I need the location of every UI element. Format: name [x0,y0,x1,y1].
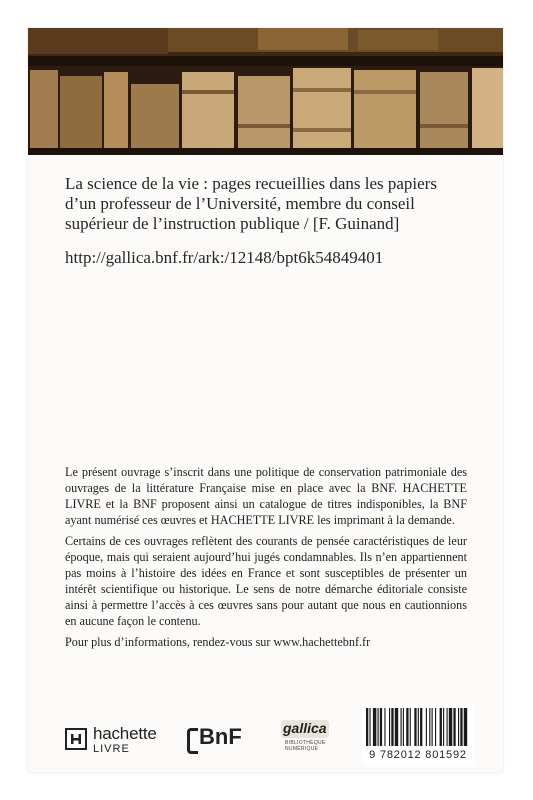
barcode-bars [362,704,474,748]
bookshelf-photo [28,28,503,155]
barcode-bar [414,708,416,746]
bnf-bracket-icon [187,728,198,754]
barcode-bar [418,708,419,746]
hachette-name: hachette [93,724,157,743]
gallica-sub-line-2: NUMÉRIQUE [285,746,319,752]
barcode-bar [366,708,368,746]
barcode-bar [435,708,436,746]
barcode-bar [460,708,462,746]
barcode-bar [420,708,422,746]
gallica-sub-line-1: BIBLIOTHÈQUE [285,740,326,746]
barcode-digits: 9 782012 801592 [369,749,467,761]
barcode-bar [443,708,444,746]
gallica-url: http://gallica.bnf.fr/ark:/12148/bpt6k54849401 [65,248,384,267]
cover-page [28,28,503,772]
barcode-bar [384,708,385,746]
barcode-bar [406,708,408,746]
isbn-barcode [362,704,474,764]
hachette-livre-logo [65,724,170,760]
barcode-bar [426,708,427,746]
barcode-bar [389,708,390,746]
hachette-h-mark-icon [65,728,87,750]
hachette-sub: LIVRE [93,743,130,755]
barcode-bar [440,708,442,746]
barcode-bar [369,708,370,746]
publisher-note [65,464,467,655]
gallica-subtitle [285,740,326,752]
publisher-note-paragraph-1: Le présent ouvrage s’inscrit dans une politique de conservation patrimoniale des ouvrages de la littérature Française mise en place avec la BNF. HACHETTE LIVRE et la BNF proposent ainsi un catalogue de titres indisponibles, la BNF ayant numérisé ces œuvres et HACHETTE LIVRE les imprimant à la demande. [65,465,467,527]
barcode-bar [458,708,459,746]
barcode-bar [449,708,452,746]
barcode-bar [410,708,411,746]
barcode-bar [432,708,433,746]
logo-row [65,714,475,764]
publisher-note-paragraph-2: Certains de ces ouvrages reflètent des courants de pensée caractéristiques de leur époque, mais qui seraient aujourd’hui jugés condamnables. Ils n’en appartiennent pas moins à l’histoire des idées en France et sont susceptibles de présenter un intérêt scientifique ou historique. Le sens de notre démarche éditoriale consiste ainsi à permettre l’accès à ces œuvres sans pour autant que nous en cautionnions en aucune façon le contenu. [65,534,467,628]
barcode-bar [403,708,404,746]
barcode-bar [401,708,402,746]
bnf-name: BnF [199,724,242,749]
barcode-bar [378,708,379,746]
book-title: La science de la vie : pages recueillies dans les papiers d’un professeur de l’Université, membre du conseil supérieur de l’instruction publique / [F. Guinand] [65,174,437,233]
barcode-bar [453,708,455,746]
barcode-bar [447,708,448,746]
barcode-bar [429,708,430,746]
barcode-bar [391,708,393,746]
gallica-logo [273,718,335,762]
barcode-bar [380,708,382,746]
barcode-bar [464,708,467,746]
barcode-bar [395,708,398,746]
gallica-name: gallica [283,720,327,736]
barcode-bar [373,708,376,746]
bnf-logo [187,724,247,754]
publisher-note-paragraph-3: Pour plus d’informations, rendez-vous sur www.hachettebnf.fr [65,635,371,649]
